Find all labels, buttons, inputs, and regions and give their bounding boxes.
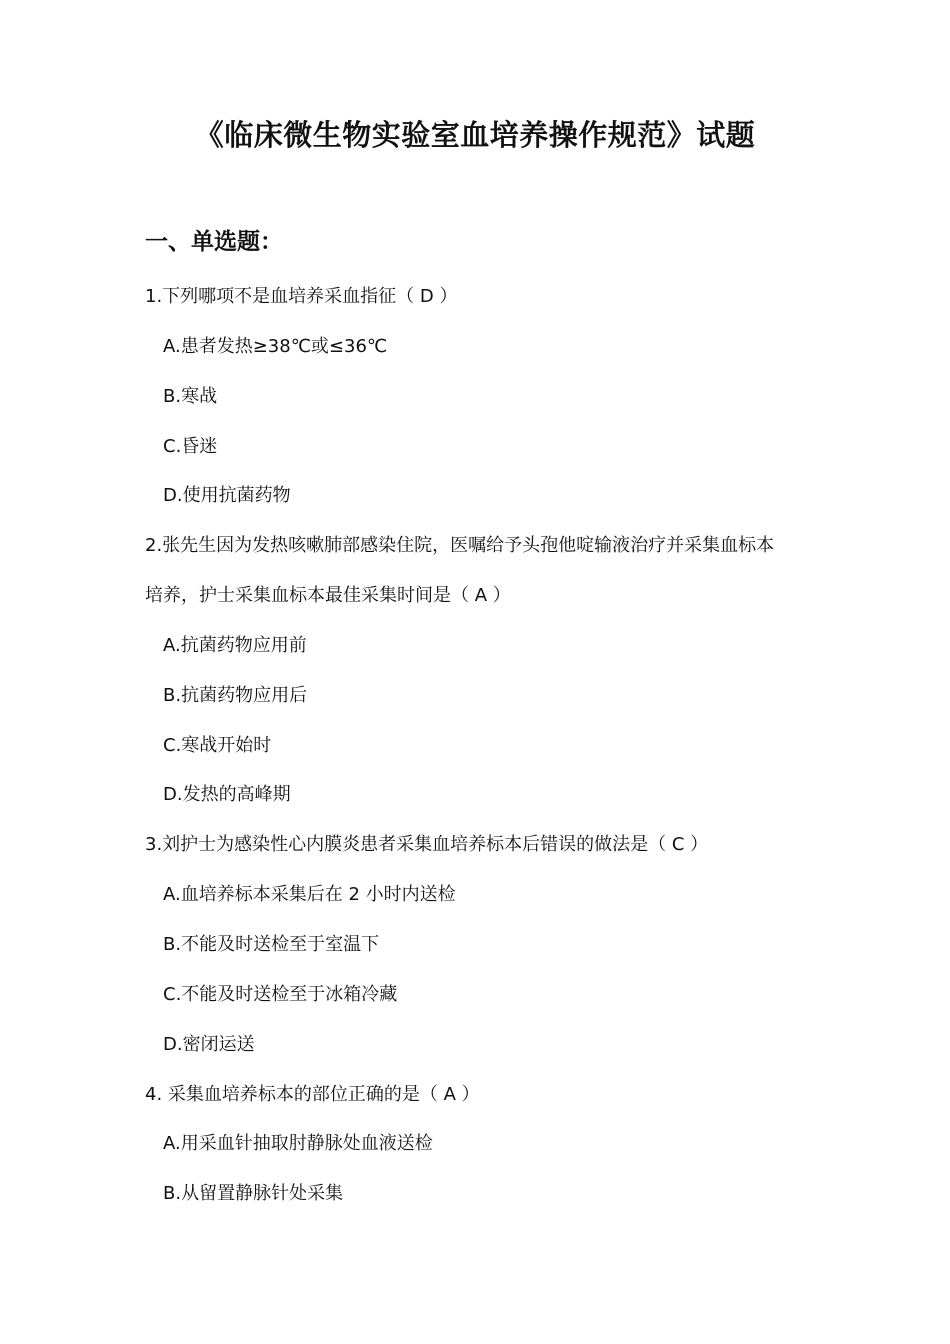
question-3-option-c: C.不能及时送检至于冰箱冷藏 <box>163 983 398 1005</box>
question-2-option-d: D.发热的高峰期 <box>163 784 291 806</box>
question-3-option-d: D.密闭运送 <box>163 1033 255 1055</box>
question-2-option-c: C.寒战开始时 <box>163 734 272 756</box>
question-1-stem: 1.下列哪项不是血培养采血指征（ D ） <box>145 286 458 307</box>
question-4-option-a: A.用采血针抽取肘静脉处血液送检 <box>163 1133 433 1155</box>
question-1-option-d: D.使用抗菌药物 <box>163 485 291 507</box>
question-3-option-b: B.不能及时送检至于室温下 <box>163 933 380 955</box>
question-1-option-a: A.患者发热≥38℃或≤36℃ <box>163 335 388 357</box>
question-4-option-b: B.从留置静脉针处采集 <box>163 1183 344 1205</box>
question-2-option-b: B.抗菌药物应用后 <box>163 684 308 706</box>
question-2-stem-line-2: 培养，护士采集血标本最佳采集时间是（ A ） <box>145 585 511 607</box>
question-3-stem: 3.刘护士为感染性心内膜炎患者采集血培养标本后错误的做法是（ C ） <box>145 834 709 856</box>
question-2-stem-line-1: 2.张先生因为发热咳嗽肺部感染住院，医嘱给予头孢他啶输液治疗并采集血标本 <box>145 535 775 557</box>
question-1-option-c: C.昏迷 <box>163 435 218 457</box>
section-heading: 一、单选题： <box>145 229 283 255</box>
page-title: 《临床微生物实验室血培养操作规范》试题 <box>194 118 756 152</box>
question-3-option-a: A.血培养标本采集后在 2 小时内送检 <box>163 884 456 906</box>
question-4-stem: 4. 采集血培养标本的部位正确的是（ A ） <box>145 1083 480 1105</box>
question-1-option-b: B.寒战 <box>163 385 218 407</box>
question-list <box>145 272 815 1219</box>
question-2-option-a: A.抗菌药物应用前 <box>163 634 307 656</box>
